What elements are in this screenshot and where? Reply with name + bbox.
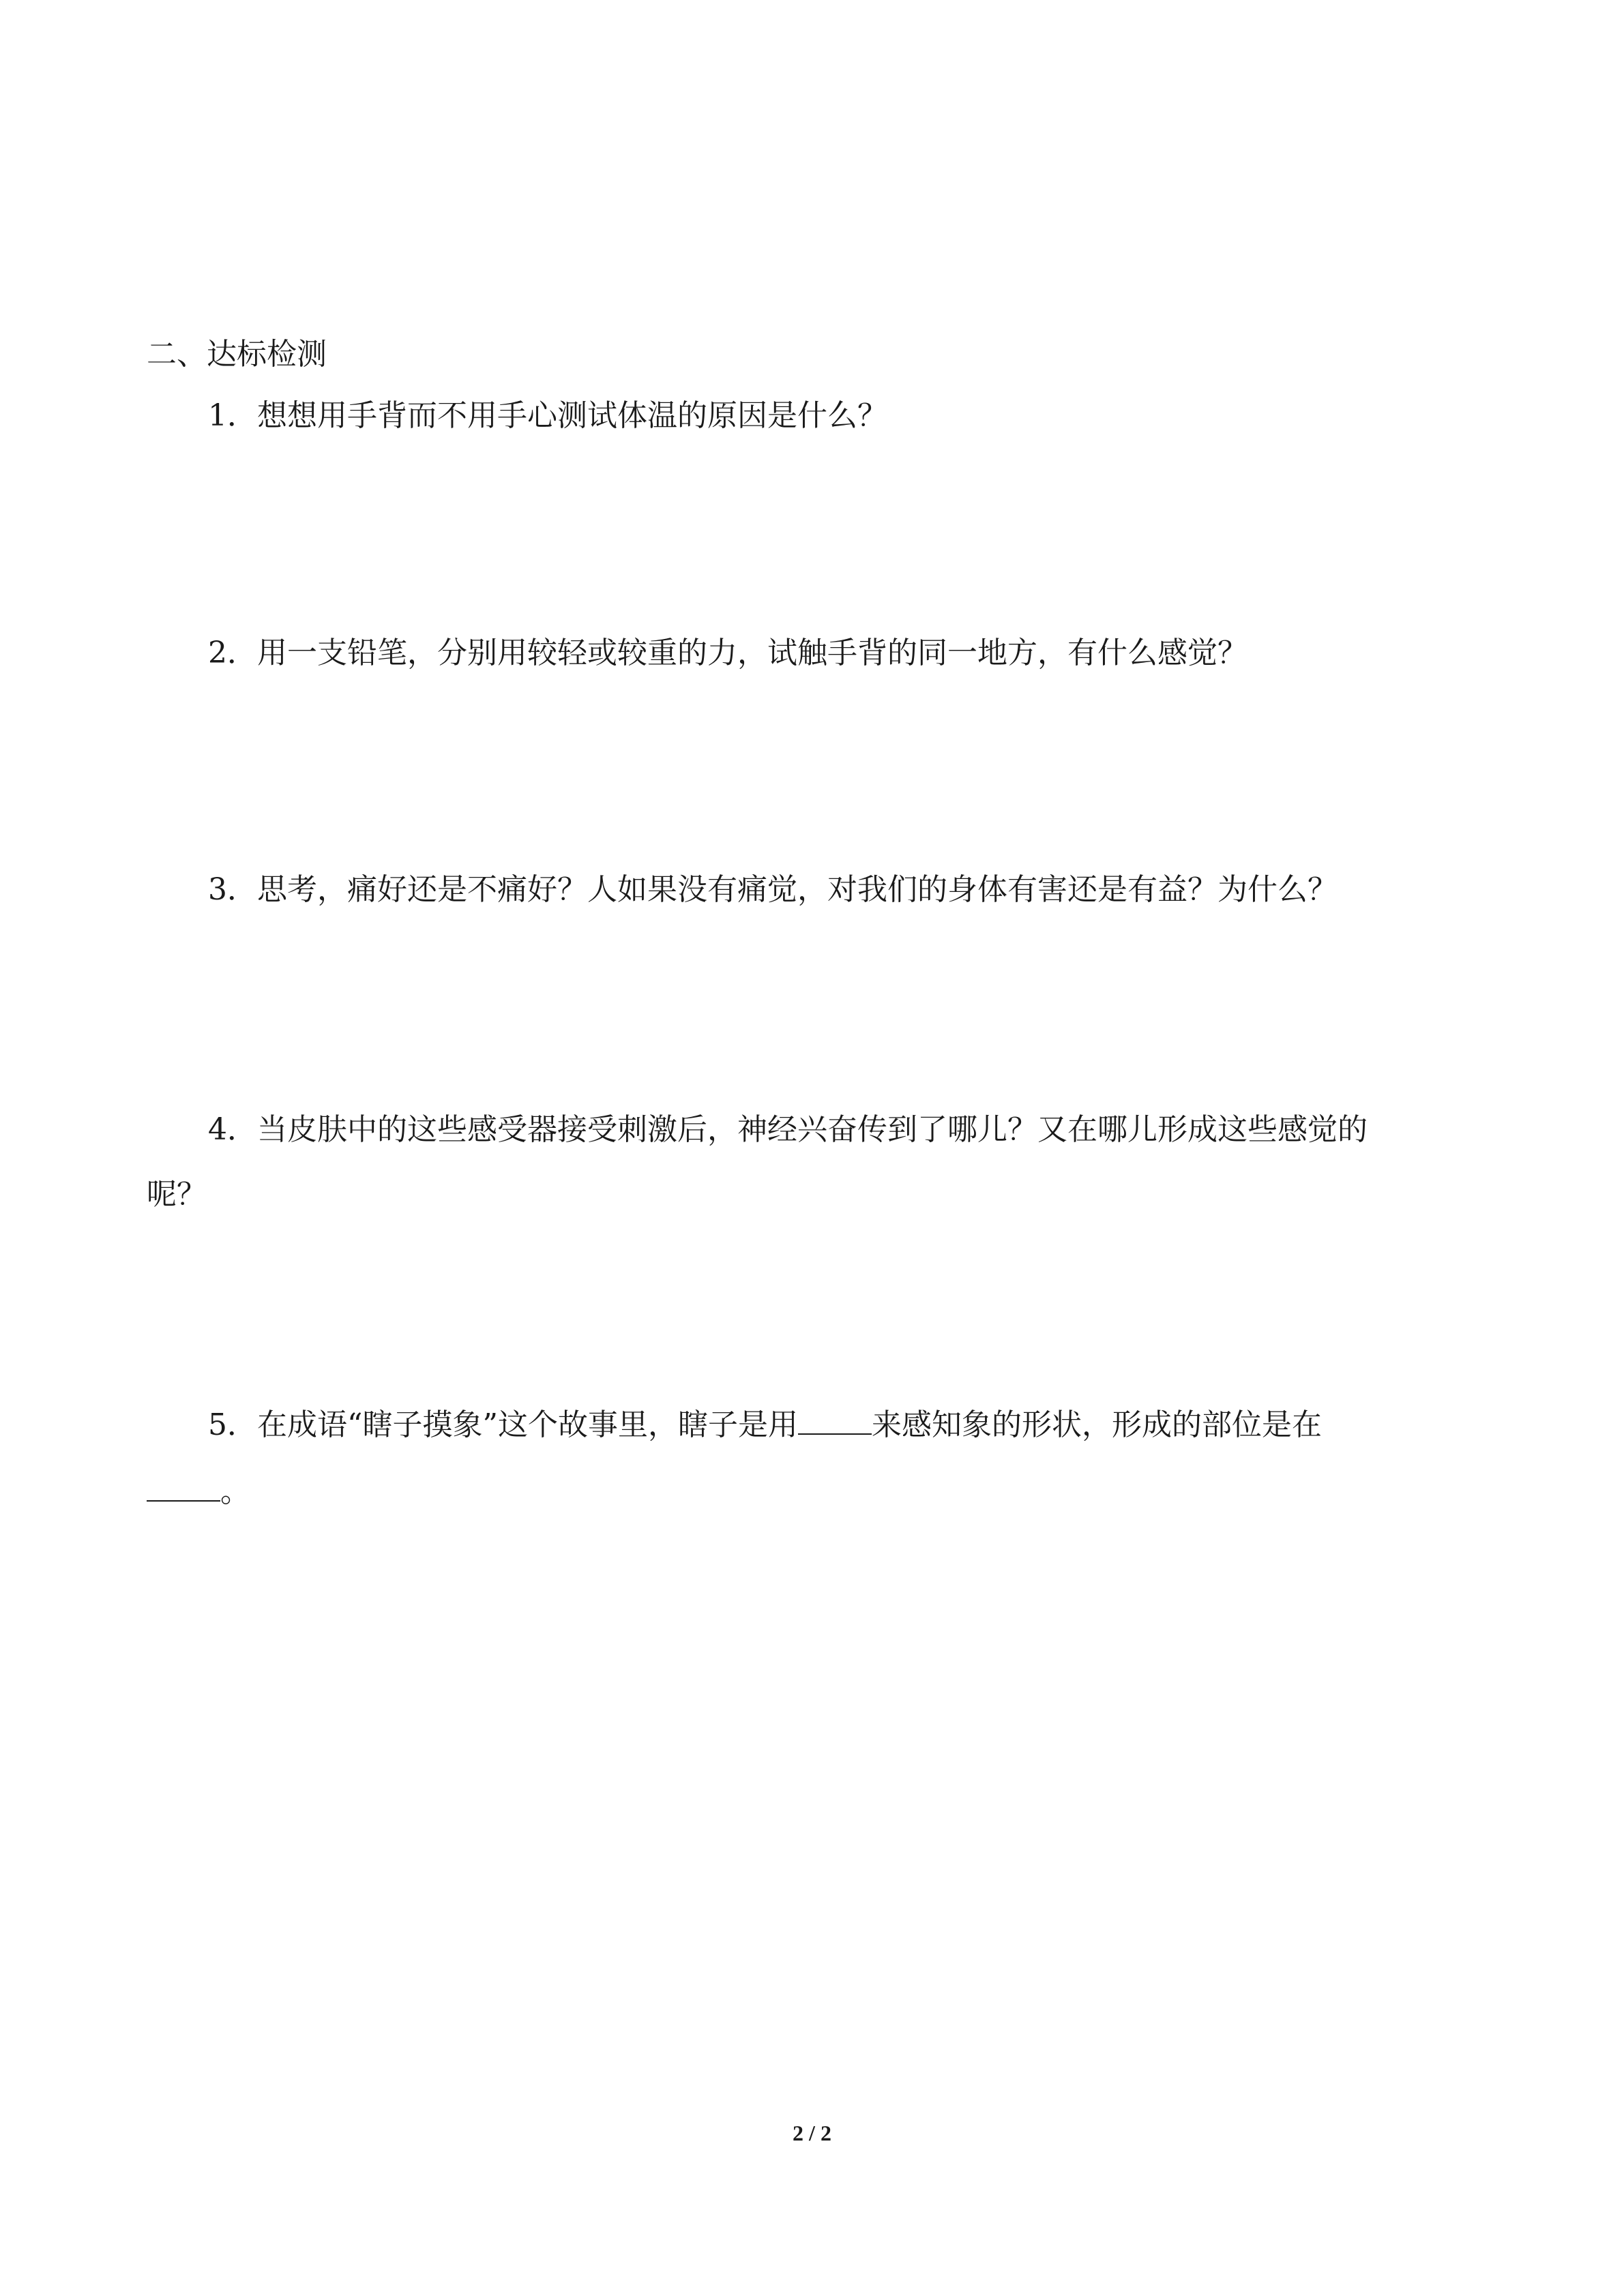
question-5-text-part-3: 。: [220, 1474, 250, 1509]
question-3: 3．思考，痛好还是不痛好？人如果没有痛觉，对我们的身体有害还是有益？为什么？: [208, 872, 1338, 907]
fill-in-blank-1[interactable]: [798, 1406, 872, 1435]
question-4-line-2: 呢？: [147, 1177, 207, 1212]
question-1: 1．想想用手背而不用手心测试体温的原因是什么？: [208, 398, 887, 433]
question-5-line-1: [208, 1405, 1322, 1446]
question-2: 2．用一支铅笔，分别用较轻或较重的力，试触手背的同一地方，有什么感觉？: [208, 636, 1247, 670]
question-5-text-part-2: 来感知象的形状，形成的部位是在: [871, 1407, 1322, 1442]
question-4-line-1: 4．当皮肤中的这些感受器接受刺激后，神经兴奋传到了哪儿？又在哪儿形成这些感觉的: [208, 1112, 1368, 1147]
section-heading: 二、达标检测: [147, 337, 327, 372]
question-5-line-2: [147, 1472, 250, 1512]
question-5-text-part-1: 5．在成语“瞎子摸象”这个故事里，瞎子是用: [208, 1407, 798, 1442]
page-number: 2 / 2: [793, 2121, 831, 2145]
fill-in-blank-2[interactable]: [147, 1473, 220, 1502]
